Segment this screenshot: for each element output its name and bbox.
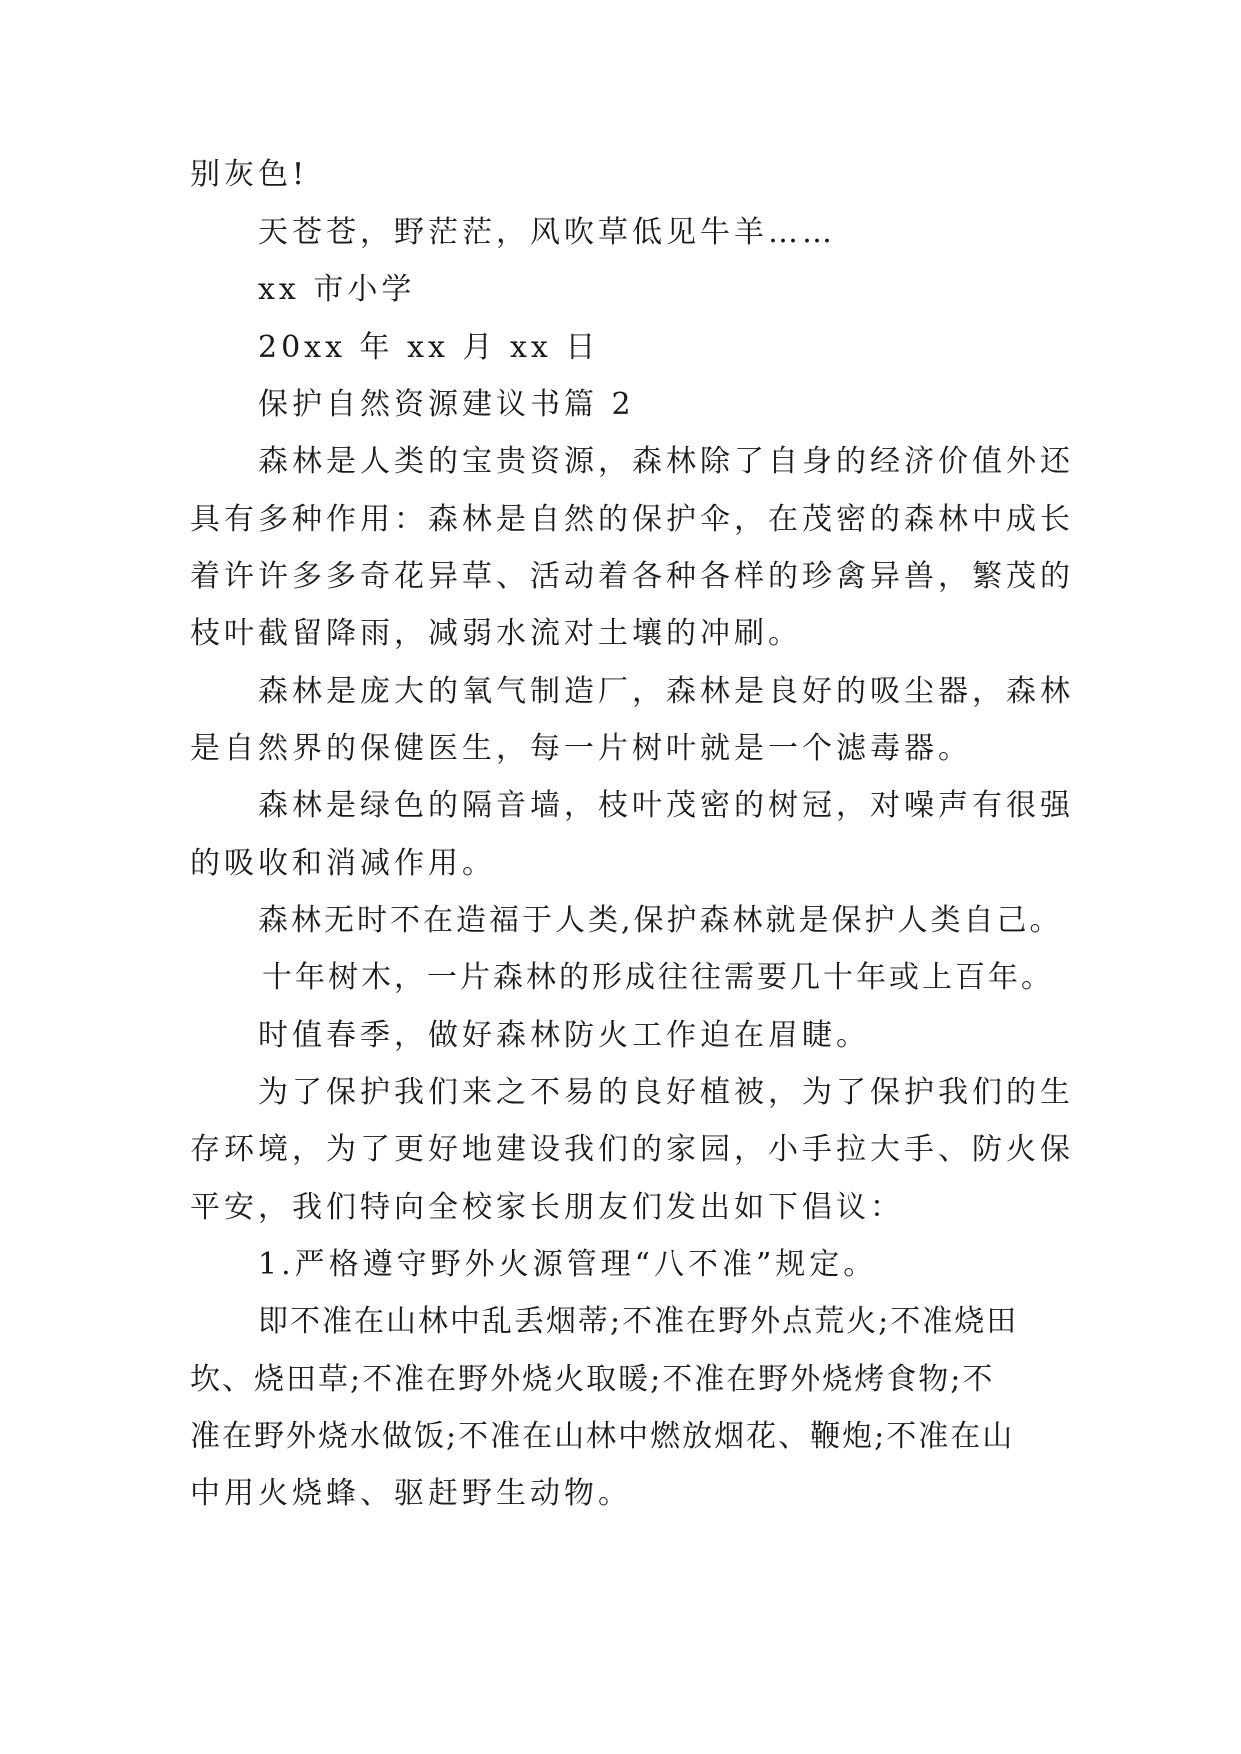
text-line: 准在野外烧水做饭;不准在山林中燃放烟花、鞭炮;不准在山 bbox=[190, 1419, 1015, 1454]
text-line: 平安，我们特向全校家长朋友们发出如下倡议： bbox=[190, 1190, 904, 1225]
text-line: 天苍苍，野茫茫，风吹草低见牛羊…… bbox=[258, 215, 836, 250]
text-line: 别灰色! bbox=[190, 157, 309, 192]
text-line: 具有多种作用：森林是自然的保护伞，在茂密的森林中成长 bbox=[190, 502, 1074, 537]
text-line: 是自然界的保健医生，每一片树叶就是一个滤毒器。 bbox=[190, 731, 972, 766]
text-line: 枝叶截留降雨，减弱水流对土壤的冲刷。 bbox=[190, 616, 802, 651]
text-line: 的吸收和消减作用。 bbox=[190, 846, 496, 881]
text-line: 即不准在山林中乱丢烟蒂;不准在野外点荒火;不准烧田 bbox=[258, 1304, 1019, 1339]
date-line: 20xx 年 xx 月 xx 日 bbox=[258, 330, 600, 365]
text-line: 森林是人类的宝贵资源，森林除了自身的经济价值外还 bbox=[258, 444, 1074, 479]
text-line: 中用火烧蜂、驱赶野生动物。 bbox=[190, 1476, 632, 1511]
text-line: 森林是绿色的隔音墙，枝叶茂密的树冠，对噪声有很强 bbox=[258, 788, 1074, 823]
text-line: 十年树木，一片森林的形成往往需要几十年或上百年。 bbox=[262, 960, 1054, 995]
text-line: 森林无时不在造福于人类,保护森林就是保护人类自己。 bbox=[258, 903, 1063, 938]
text-line: 为了保护我们来之不易的良好植被，为了保护我们的生 bbox=[258, 1075, 1074, 1110]
text-line: 森林是庞大的氧气制造厂，森林是良好的吸尘器，森林 bbox=[258, 674, 1074, 709]
text-line: 时值春季，做好森林防火工作迫在眉睫。 bbox=[258, 1018, 870, 1053]
text-line: 存环境，为了更好地建设我们的家园，小手拉大手、防火保 bbox=[190, 1132, 1074, 1167]
section-title: 保护自然资源建议书篇 2 bbox=[258, 387, 635, 422]
text-line: 坎、烧田草;不准在野外烧火取暖;不准在野外烧烤食物;不 bbox=[190, 1362, 995, 1397]
signature-line: xx 市小学 bbox=[258, 272, 416, 307]
text-line: 着许许多多奇花异草、活动着各种各样的珍禽异兽，繁茂的 bbox=[190, 559, 1074, 594]
list-item: 1.严格遵守野外火源管理“八不准”规定。 bbox=[258, 1247, 878, 1282]
